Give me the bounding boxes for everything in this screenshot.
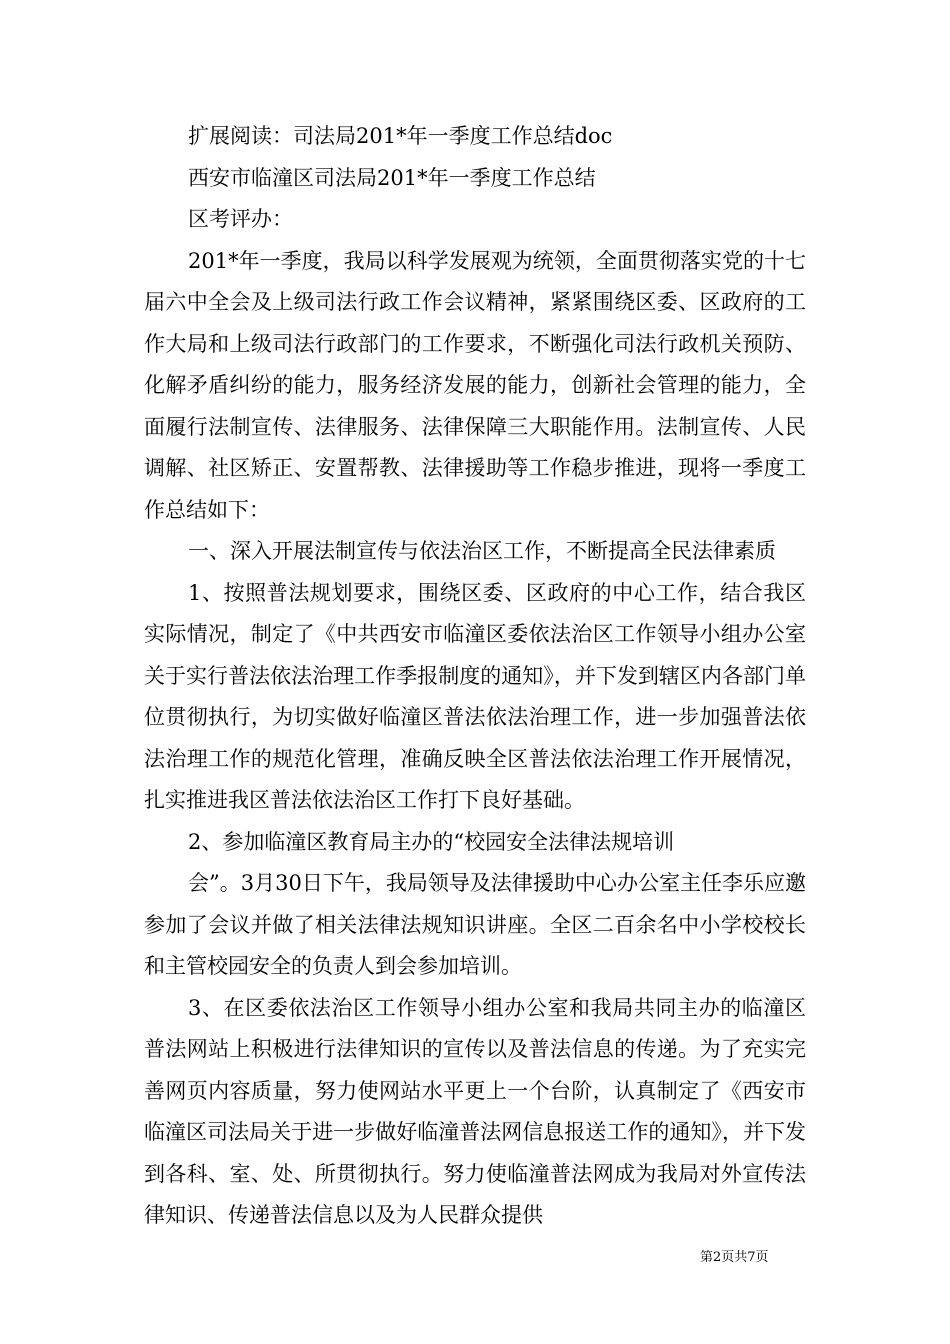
extended-reading-line: 扩展阅读：司法局201*年一季度工作总结doc <box>188 124 613 148</box>
page-number: 第2页共7页 <box>700 1250 769 1265</box>
paragraph-item-1: 1、按照普法规划要求，围绕区委、区政府的中心工作，结合我区实际情况，制定了《中共西安市临潼区委依法治区工作领导小组办公室关于实行普法依法治理工作季报制度的通知》，并下发到辖区内各部门单位贯彻执行，为切实做好临潼区普法依法治理工作，进一步加强普法依法治理工作的规范化管理，准确反映全区普法依法治理工作开展情况，扎实推进我区普法依法治区工作打下良好基础。 <box>144 580 806 812</box>
paragraph-item-3: 3、在区委依法治区工作领导小组办公室和我局共同主办的临潼区普法网站上积极进行法律知识的宣传以及普法信息的传递。为了充实完善网页内容质量，努力使网站水平更上一个台阶，认真制定了《西安市临潼区司法局关于进一步做好临潼普法网信息报送工作的通知》，并下发到各科、室、处、所贯彻执行。努力使临潼普法网成为我局对外宣传法律知识、传递普法信息以及为人民群众提供 <box>144 995 806 1227</box>
document-body <box>144 116 806 1237</box>
intro-paragraph: 201*年一季度，我局以科学发展观为统领，全面贯彻落实党的十七届六中全会及上级司法行政工作会议精神，紧紧围绕区委、区政府的工作大局和上级司法行政部门的工作要求，不断强化司法行政机关预防、化解矛盾纠纷的能力，服务经济发展的能力，创新社会管理的能力，全面履行法制宣传、法律服务、法律保障三大职能作用。法制宣传、人民调解、社区矫正、安置帮教、法律援助等工作稳步推进，现将一季度工作总结如下： <box>144 248 806 522</box>
paragraph-item-2-body: 会”。3月30日下午，我局领导及法律援助中心办公室主任李乐应邀参加了会议并做了相关法律法规知识讲座。全区二百余名中小学校校长和主管校园安全的负责人到会参加培训。 <box>144 871 806 978</box>
section-heading-1: 一、深入开展法制宣传与依法治区工作，不断提高全民法律素质 <box>188 539 776 563</box>
paragraph-item-2-heading: 2、参加临潼区教育局主办的“校园安全法律法规培训 <box>188 829 675 854</box>
document-title: 西安市临潼区司法局201*年一季度工作总结 <box>188 165 596 190</box>
salutation: 区考评办： <box>188 207 293 231</box>
